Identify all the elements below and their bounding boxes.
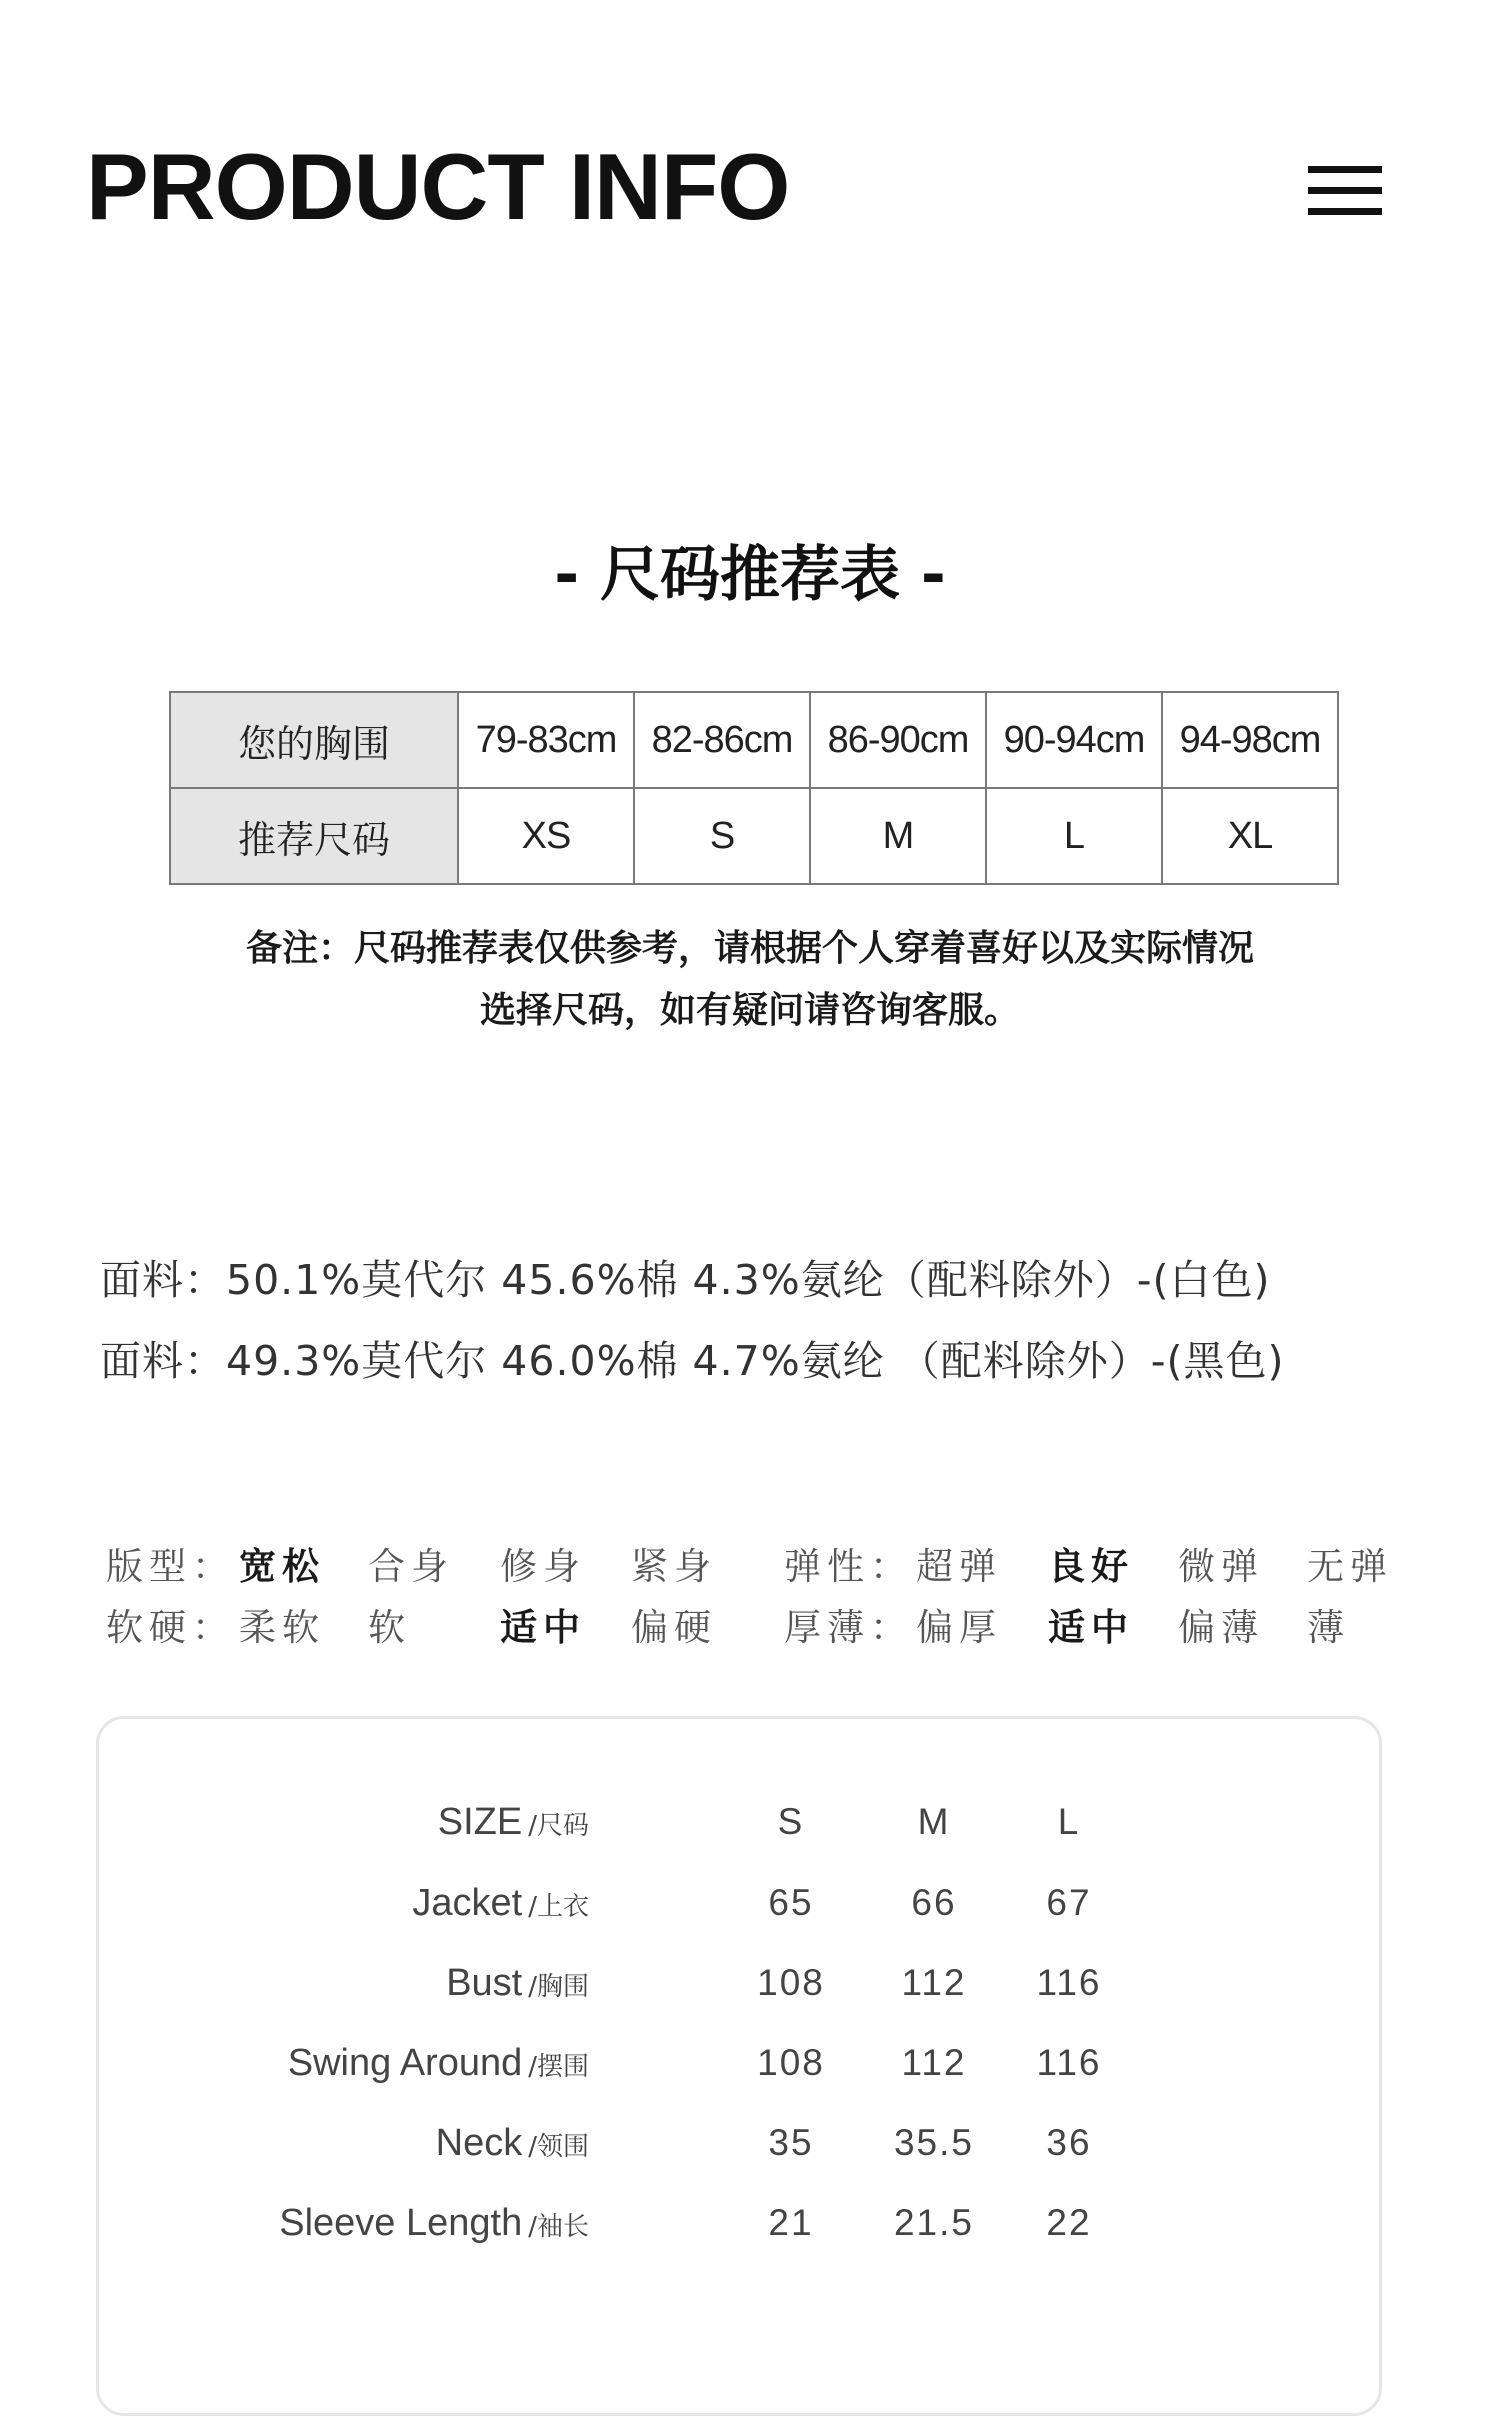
elasticity-label: 弹性： <box>784 1545 913 1588</box>
measurement-value: 66 <box>911 1882 957 1923</box>
size-column-header: L <box>1057 1801 1081 1842</box>
measurement-row-sleeve-length <box>99 2202 1379 2262</box>
measurement-row-jacket <box>99 1882 1379 1942</box>
measurement-label <box>436 2122 589 2165</box>
thickness-option: 薄 <box>1307 1606 1350 1649</box>
fabric-composition <box>100 1240 1285 1402</box>
softness-option: 软 <box>368 1606 411 1649</box>
measurement-value: 36 <box>1046 2122 1092 2163</box>
measurement-header-label <box>438 1801 589 1844</box>
measurement-label <box>412 1882 589 1925</box>
measurement-label-zh: /胸围 <box>528 1972 589 2002</box>
fabric-white: 面料：50.1%莫代尔 45.6%棉 4.3%氨纶（配料除外）-(白色) <box>100 1256 1271 1304</box>
measurement-value: 116 <box>1036 1962 1102 2003</box>
fit-option: 合身 <box>368 1545 454 1588</box>
measurement-value: 112 <box>901 1962 967 2003</box>
measurement-label <box>288 2042 589 2085</box>
bust-range-cell: 86-90cm <box>810 692 986 788</box>
measurement-value: 108 <box>757 1962 825 2003</box>
thickness-option-selected: 适中 <box>1048 1606 1134 1649</box>
measurement-value: 21 <box>768 2202 814 2243</box>
measurement-value: 35 <box>768 2122 814 2163</box>
elasticity-option: 无弹 <box>1307 1545 1393 1588</box>
size-header-zh: /尺码 <box>528 1811 589 1841</box>
thickness-option: 偏厚 <box>916 1606 1002 1649</box>
measurement-value: 116 <box>1036 2042 1102 2083</box>
measurement-row-swing-around <box>99 2042 1379 2102</box>
measurement-header-row <box>99 1801 1379 1861</box>
size-cell: M <box>810 788 986 884</box>
measurement-label <box>279 2202 589 2245</box>
size-row <box>170 788 1338 884</box>
bust-range-cell: 94-98cm <box>1162 692 1338 788</box>
size-note <box>0 918 1500 1042</box>
measurement-label-en: Bust <box>446 1962 523 2004</box>
size-column-header: S <box>777 1801 805 1842</box>
size-cell: XS <box>458 788 634 884</box>
bust-row-label: 您的胸围 <box>170 692 458 788</box>
measurement-label-en: Sleeve Length <box>279 2202 523 2244</box>
size-note-line: 选择尺码，如有疑问请咨询客服。 <box>479 990 1020 1031</box>
measurement-label <box>446 1962 589 2005</box>
size-cell: S <box>634 788 810 884</box>
elasticity-option-selected: 良好 <box>1048 1545 1134 1588</box>
measurement-card <box>96 1716 1382 2416</box>
softness-option: 柔软 <box>239 1606 325 1649</box>
size-recommendation-table <box>169 691 1339 885</box>
bust-range-cell: 90-94cm <box>986 692 1162 788</box>
measurement-value: 65 <box>768 1882 814 1923</box>
page-title: PRODUCT INFO <box>86 134 790 239</box>
measurement-label-en: Neck <box>435 2122 523 2164</box>
measurement-value: 112 <box>901 2042 967 2083</box>
bust-range-cell: 82-86cm <box>634 692 810 788</box>
measurement-value: 22 <box>1046 2202 1092 2243</box>
measurement-value: 35.5 <box>893 2122 974 2163</box>
measurement-label-en: Jacket <box>412 1882 523 1924</box>
fit-option: 紧身 <box>631 1545 717 1588</box>
measurement-label-zh: /袖长 <box>528 2212 589 2242</box>
thickness-label: 厚薄： <box>784 1606 913 1649</box>
elasticity-option: 超弹 <box>916 1545 1002 1588</box>
thickness-option: 偏薄 <box>1178 1606 1264 1649</box>
fit-label: 版型： <box>106 1545 235 1588</box>
softness-label: 软硬： <box>106 1606 235 1649</box>
size-cell: L <box>986 788 1162 884</box>
measurement-label-zh: /上衣 <box>528 1892 589 1922</box>
size-header-en: SIZE <box>437 1801 523 1843</box>
measurement-value: 67 <box>1046 1882 1092 1923</box>
elasticity-option: 微弹 <box>1178 1545 1264 1588</box>
menu-bar-top <box>1308 166 1382 173</box>
size-cell: XL <box>1162 788 1338 884</box>
menu-bar-bottom <box>1308 208 1382 215</box>
softness-option-selected: 适中 <box>500 1606 586 1649</box>
size-note-line: 备注：尺码推荐表仅供参考，请根据个人穿着喜好以及实际情况 <box>245 928 1254 969</box>
size-row-label: 推荐尺码 <box>170 788 458 884</box>
measurement-label-zh: /领围 <box>528 2132 589 2162</box>
measurement-row-bust <box>99 1962 1379 2022</box>
size-column-header: M <box>917 1801 951 1842</box>
fit-option: 修身 <box>500 1545 586 1588</box>
measurement-label-en: Swing Around <box>287 2042 523 2084</box>
menu-bar-middle <box>1308 187 1382 194</box>
measurement-value: 21.5 <box>893 2202 974 2243</box>
bust-row <box>170 692 1338 788</box>
hamburger-menu-icon[interactable] <box>1308 162 1382 218</box>
fabric-black: 面料：49.3%莫代尔 46.0%棉 4.7%氨纶 （配料除外）-(黑色) <box>100 1337 1285 1385</box>
measurement-label-zh: /摆围 <box>528 2052 589 2082</box>
measurement-row-neck <box>99 2122 1379 2182</box>
fit-option-selected: 宽松 <box>239 1545 325 1588</box>
softness-option: 偏硬 <box>631 1606 717 1649</box>
size-recommendation-title: - 尺码推荐表 - <box>554 540 946 610</box>
measurement-value: 108 <box>757 2042 825 2083</box>
bust-range-cell: 79-83cm <box>458 692 634 788</box>
